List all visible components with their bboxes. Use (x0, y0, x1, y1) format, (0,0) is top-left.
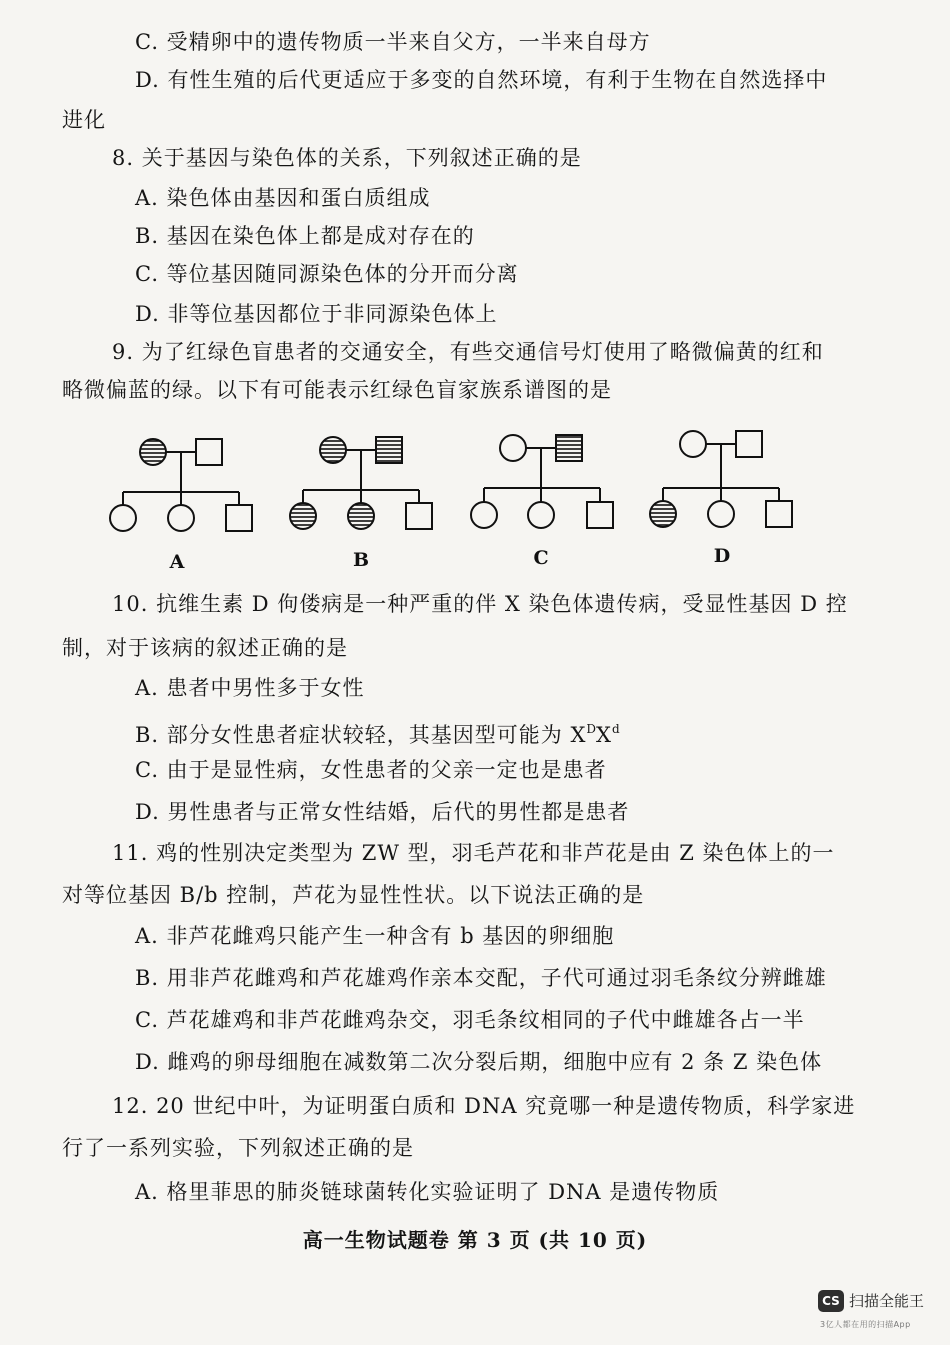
pedigree-a-daughter-2 (168, 505, 194, 531)
scanner-watermark (818, 1288, 943, 1336)
q10-stem-line2: 制，对于该病的叙述正确的是 (62, 636, 348, 660)
pedigree-a-mother-affected (140, 439, 166, 465)
q11-stem-line2: 对等位基因 B/b 控制，芦花为显性性状。以下说法正确的是 (62, 883, 645, 907)
q9-stem-line2: 略微偏蓝的绿。以下有可能表示红绿色盲家族系谱图的是 (62, 378, 612, 402)
pedigree-b-father-affected (376, 437, 402, 463)
q8-option-a: A. 染色体由基因和蛋白质组成 (135, 186, 431, 210)
q11-stem-line1: 11. 鸡的性别决定类型为 ZW 型，羽毛芦花和非芦花是由 Z 染色体上的一 (112, 841, 835, 865)
q10-option-b-x2: X (596, 723, 612, 747)
q11-option-b: B. 用非芦花雌鸡和芦花雄鸡作亲本交配，子代可通过羽毛条纹分辨雌雄 (135, 966, 827, 990)
pedigree-label-d: D (713, 545, 731, 567)
q8-stem: 8. 关于基因与染色体的关系，下列叙述正确的是 (112, 146, 582, 170)
q11-option-c: C. 芦花雄鸡和非芦花雌鸡杂交，羽毛条纹相同的子代中雌雄各占一半 (135, 1008, 805, 1032)
q10-option-b (135, 715, 620, 749)
q10-option-d: D. 男性患者与正常女性结婚，后代的男性都是患者 (135, 800, 630, 824)
pedigree-c-mother (500, 435, 526, 461)
pedigree-d (650, 431, 792, 527)
pedigree-b-son (406, 503, 432, 529)
pedigree-b-mother-affected (320, 437, 346, 463)
pedigree-b-daughter-1-affected (290, 503, 316, 529)
page-footer: 高一生物试题卷 第 3 页 (共 10 页) (302, 1228, 648, 1252)
q11-option-a: A. 非芦花雌鸡只能产生一种含有 b 基因的卵细胞 (135, 924, 615, 948)
q8-option-d: D. 非等位基因都位于非同源染色体上 (135, 302, 498, 326)
scanner-logo-icon: CS (818, 1290, 844, 1312)
q8-option-c: C. 等位基因随同源染色体的分开而分离 (135, 262, 519, 286)
q7-option-d-line2: 进化 (62, 108, 106, 132)
q12-option-a: A. 格里菲思的肺炎链球菌转化实验证明了 DNA 是遗传物质 (135, 1180, 720, 1204)
q10-option-c: C. 由于是显性病，女性患者的父亲一定也是患者 (135, 758, 607, 782)
q12-stem-line1: 12. 20 世纪中叶，为证明蛋白质和 DNA 究竟哪一种是遗传物质，科学家进 (112, 1094, 856, 1118)
pedigree-c-son (587, 502, 613, 528)
pedigree-label-b: B (352, 549, 370, 571)
q10-option-b-sup-d-small: d (612, 722, 620, 736)
pedigree-figures (95, 420, 815, 580)
q10-stem-line1: 10. 抗维生素 D 佝偻病是一种严重的伴 X 染色体遗传病，受显性基因 D 控 (112, 592, 848, 616)
q9-stem-line1: 9. 为了红绿色盲患者的交通安全，有些交通信号灯使用了略微偏黄的红和 (112, 340, 824, 364)
pedigree-a (110, 439, 252, 531)
q11-option-d: D. 雌鸡的卵母细胞在减数第二次分裂后期，细胞中应有 2 条 Z 染色体 (135, 1050, 823, 1074)
pedigree-d-mother (680, 431, 706, 457)
pedigree-svg (95, 420, 815, 580)
q10-option-b-text: B. 部分女性患者症状较轻，其基因型可能为 X (135, 723, 587, 747)
pedigree-label-a: A (169, 551, 185, 573)
pedigree-b (290, 437, 432, 529)
pedigree-d-daughter-affected (650, 501, 676, 527)
pedigree-c (471, 435, 613, 528)
q7-option-d-line1: D. 有性生殖的后代更适应于多变的自然环境，有利于生物在自然选择中 (135, 68, 828, 92)
q10-option-a: A. 患者中男性多于女性 (135, 676, 365, 700)
pedigree-c-daughter-1 (471, 502, 497, 528)
pedigree-a-daughter-1 (110, 505, 136, 531)
pedigree-a-father (196, 439, 222, 465)
pedigree-d-son (766, 501, 792, 527)
pedigree-a-son (226, 505, 252, 531)
pedigree-c-daughter-2 (528, 502, 554, 528)
q8-option-b: B. 基因在染色体上都是成对存在的 (135, 224, 475, 248)
pedigree-d-father (736, 431, 762, 457)
pedigree-d-daughter-2 (708, 501, 734, 527)
pedigree-label-c: C (533, 547, 549, 569)
q12-stem-line2: 行了一系列实验，下列叙述正确的是 (62, 1136, 414, 1160)
pedigree-b-daughter-2-affected (348, 503, 374, 529)
pedigree-c-father-affected (556, 435, 582, 461)
q7-option-c: C. 受精卵中的遗传物质一半来自父方，一半来自母方 (135, 30, 651, 54)
q10-option-b-sup-d: D (586, 722, 597, 736)
scanner-app-name: 扫描全能王 (849, 1292, 925, 1310)
scanner-tagline: 3亿人都在用的扫描App (820, 1320, 911, 1329)
